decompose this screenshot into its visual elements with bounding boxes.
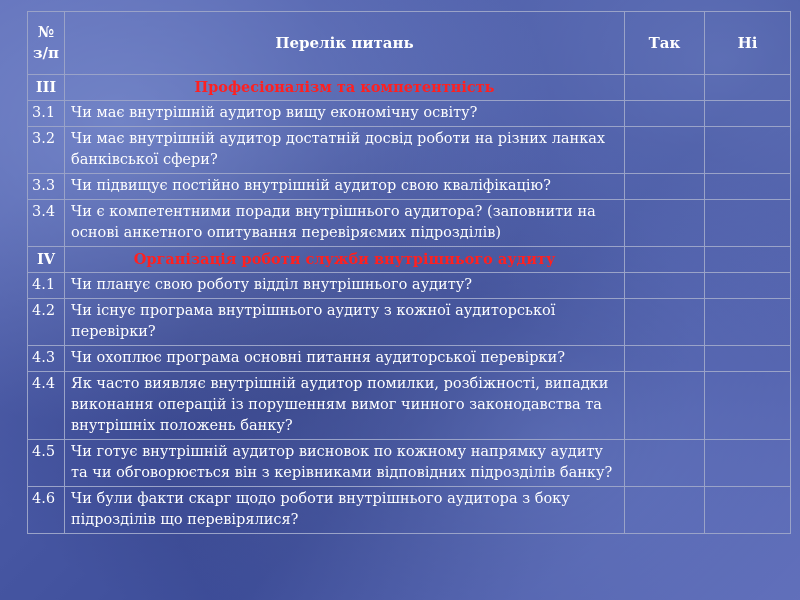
yes-cell bbox=[625, 75, 705, 101]
audit-questions-table bbox=[27, 11, 791, 534]
section-title: Професіоналізм та компетентність bbox=[65, 75, 625, 101]
table-row bbox=[28, 346, 791, 372]
section-number: ІV bbox=[28, 247, 65, 273]
yes-cell[interactable] bbox=[625, 487, 705, 534]
yes-cell[interactable] bbox=[625, 346, 705, 372]
question-text: Як часто виявляє внутрішній аудитор помилки, розбіжності, випадки виконання операцій із порушенням вимог чинного законодавства та внутрішніх положень банку? bbox=[65, 372, 625, 440]
yes-cell[interactable] bbox=[625, 200, 705, 247]
no-cell[interactable] bbox=[705, 127, 791, 174]
question-number: 4.3 bbox=[28, 346, 65, 372]
table-row bbox=[28, 487, 791, 534]
table-row bbox=[28, 440, 791, 487]
question-number: 4.2 bbox=[28, 299, 65, 346]
section-number: ІІІ bbox=[28, 75, 65, 101]
question-text: Чи готує внутрішній аудитор висновок по кожному напрямку аудиту та чи обговорюється він з керівниками відповідних підрозділів банку? bbox=[65, 440, 625, 487]
question-number: 4.1 bbox=[28, 273, 65, 299]
table-body bbox=[28, 75, 791, 534]
question-text: Чи були факти скарг щодо роботи внутрішнього аудитора з боку підрозділів що перевірялися? bbox=[65, 487, 625, 534]
table-row bbox=[28, 372, 791, 440]
table-row bbox=[28, 200, 791, 247]
header-yes: Так bbox=[625, 12, 705, 75]
table-row bbox=[28, 101, 791, 127]
section-row bbox=[28, 75, 791, 101]
yes-cell[interactable] bbox=[625, 101, 705, 127]
section-title: Організація роботи служби внутрішнього аудиту bbox=[65, 247, 625, 273]
section-row bbox=[28, 247, 791, 273]
question-text: Чи є компетентними поради внутрішнього аудитора? (заповнити на основі анкетного опитування перевіряємих підрозділів) bbox=[65, 200, 625, 247]
no-cell[interactable] bbox=[705, 372, 791, 440]
table-row bbox=[28, 299, 791, 346]
no-cell[interactable] bbox=[705, 346, 791, 372]
header-num: № з/п bbox=[28, 12, 65, 75]
table-row bbox=[28, 174, 791, 200]
question-text: Чи планує свою роботу відділ внутрішнього аудиту? bbox=[65, 273, 625, 299]
question-number: 4.4 bbox=[28, 372, 65, 440]
question-number: 3.2 bbox=[28, 127, 65, 174]
yes-cell[interactable] bbox=[625, 299, 705, 346]
question-text: Чи має внутрішній аудитор вищу економічну освіту? bbox=[65, 101, 625, 127]
yes-cell[interactable] bbox=[625, 273, 705, 299]
yes-cell[interactable] bbox=[625, 440, 705, 487]
question-text: Чи охоплює програма основні питання аудиторської перевірки? bbox=[65, 346, 625, 372]
no-cell[interactable] bbox=[705, 440, 791, 487]
question-text: Чи підвищує постійно внутрішній аудитор свою кваліфікацію? bbox=[65, 174, 625, 200]
question-text: Чи існує програма внутрішнього аудиту з кожної аудиторської перевірки? bbox=[65, 299, 625, 346]
no-cell bbox=[705, 247, 791, 273]
no-cell[interactable] bbox=[705, 101, 791, 127]
table-row bbox=[28, 273, 791, 299]
question-number: 4.5 bbox=[28, 440, 65, 487]
header-no: Ні bbox=[705, 12, 791, 75]
yes-cell[interactable] bbox=[625, 372, 705, 440]
yes-cell[interactable] bbox=[625, 174, 705, 200]
no-cell[interactable] bbox=[705, 273, 791, 299]
question-number: 3.3 bbox=[28, 174, 65, 200]
no-cell[interactable] bbox=[705, 299, 791, 346]
yes-cell bbox=[625, 247, 705, 273]
no-cell[interactable] bbox=[705, 174, 791, 200]
yes-cell[interactable] bbox=[625, 127, 705, 174]
no-cell bbox=[705, 75, 791, 101]
no-cell[interactable] bbox=[705, 200, 791, 247]
table-header-row bbox=[28, 12, 791, 75]
question-number: 4.6 bbox=[28, 487, 65, 534]
header-question-list: Перелік питань bbox=[65, 12, 625, 75]
no-cell[interactable] bbox=[705, 487, 791, 534]
question-number: 3.4 bbox=[28, 200, 65, 247]
table-row bbox=[28, 127, 791, 174]
question-text: Чи має внутрішній аудитор достатній досвід роботи на різних ланках банківської сфери? bbox=[65, 127, 625, 174]
question-number: 3.1 bbox=[28, 101, 65, 127]
